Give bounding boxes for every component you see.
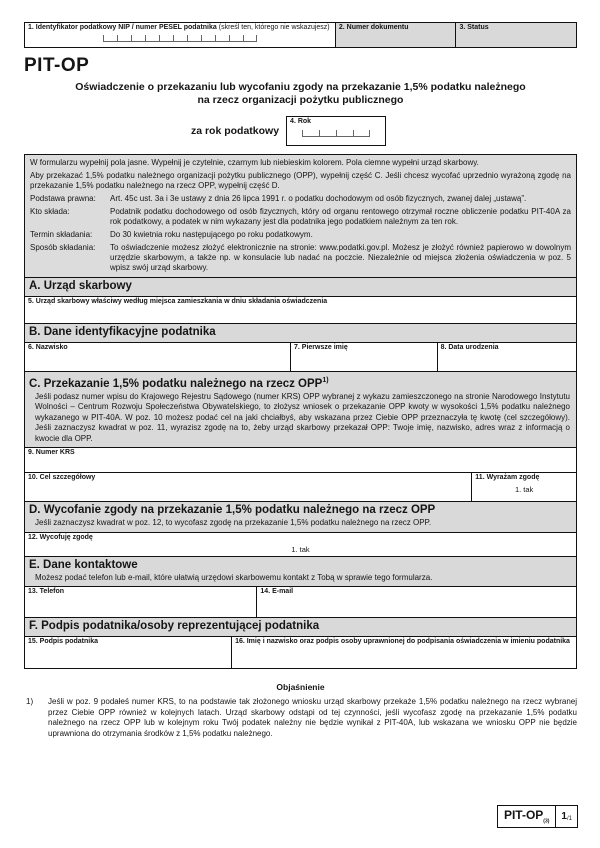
explanation-heading: Objaśnienie xyxy=(276,682,325,693)
field-email[interactable] xyxy=(256,587,576,617)
top-id-row xyxy=(24,22,577,48)
section-a-title: A. Urząd skarbowy xyxy=(29,280,132,292)
section-f-title: F. Podpis podatnika/osoby reprezentującej podatnika xyxy=(29,620,320,633)
footer-form-code: PIT-$OP_{(3)}$ xyxy=(498,806,556,827)
field-year-label: 4. Rok xyxy=(290,118,312,125)
section-e-subtext: Możesz podać telefon lub e-mail, które ułatwią urzędowi skarbowemu kontakt z Tobą w sprawie tego formularza. xyxy=(35,572,433,582)
nip-pesel-comb-input[interactable] xyxy=(28,35,332,42)
field-first-name-label: 7. Pierwsze imię xyxy=(294,344,348,351)
form-title-line1: Oświadczenie o przekazaniu lub wycofaniu zgody na przekazanie 1,5% podatku należnego xyxy=(75,81,526,93)
field-tax-office[interactable] xyxy=(25,297,576,324)
footer-page-indicator: 1 /1 xyxy=(561,810,572,823)
field-phone-label: 13. Telefon xyxy=(28,588,65,596)
field-krs-number-label: 9. Numer KRS xyxy=(28,449,75,457)
footer-form-variant: (3) xyxy=(543,818,550,825)
year-comb-input[interactable] xyxy=(290,130,382,137)
field-email-label: 14. E-mail xyxy=(260,588,294,596)
section-d-title: D. Wycofanie zgody na przekazanie 1,5% podatku należnego na rzecz OPP xyxy=(29,504,436,517)
field-nip-pesel[interactable] xyxy=(25,23,335,47)
field-representative-signature-label: 16. Imię i nazwisko oraz podpis osoby uprawnionej do podpisania oświadczenia w imieniu podatnika xyxy=(235,638,570,646)
info-row-who-files: Kto składa: Podatnik podatku dochodowego od osób fizycznych, który od organu rentowego otrzymał roczne obliczenie podatku PIT-40A za rok podatkowy, a podatek w nim wykazany jest dla podatnika jego podatkiem należnym za ten rok. xyxy=(30,207,571,226)
field-taxpayer-signature[interactable] xyxy=(25,637,231,668)
identity-fields-row xyxy=(25,343,576,372)
field-taxpayer-signature-label: 15. Podpis podatnika xyxy=(28,638,99,646)
section-d-subtext: Jeśli zaznaczysz kwadrat w poz. 12, to wycofasz zgodę na przekazanie 1,5% podatku należnego na rzecz OPP. xyxy=(35,518,432,528)
field-tax-office-label: 5. Urząd skarbowy właściwy według miejsca zamieszkania w dniu składania oświadczenia xyxy=(28,298,328,305)
section-f-header xyxy=(25,618,576,637)
footer-form-code-box xyxy=(497,805,578,828)
form-title xyxy=(24,81,577,107)
contact-fields-row xyxy=(25,587,576,618)
field-first-name[interactable] xyxy=(290,343,437,371)
field-birth-date[interactable] xyxy=(437,343,576,371)
field-surname[interactable] xyxy=(25,343,290,371)
field-status xyxy=(455,23,576,47)
info-row-deadline: Termin składania: Do 30 kwietnia roku następującego po roku podatkowym. xyxy=(30,230,313,239)
field-phone[interactable] xyxy=(25,587,256,617)
instructions-line2: Aby przekazać 1,5% podatku należnego organizacji pożytku publicznego (OPP), wypełnij część C. Jeśli chcesz wycofać uprzednio wyrażoną zgodę na przekazanie 1,5% podatku należnego na rzecz OPP, wypełnij część D. xyxy=(30,171,571,190)
footnote-ref: 1) xyxy=(322,377,329,384)
field-birth-date-label: 8. Data urodzenia xyxy=(440,344,499,351)
field-withdraw-consent xyxy=(25,533,576,557)
info-row-legal-basis: Podstawa prawna: Art. 45c ust. 3a i 3e ustawy z dnia 26 lipca 1991 r. o podatku dochodowym od osób fizycznych, zwanej dalej „ustawą”. xyxy=(30,194,527,203)
tax-year-label: za rok podatkowy xyxy=(190,125,280,137)
section-a-header xyxy=(25,278,576,297)
field-consent xyxy=(471,473,576,501)
withdraw-yes-checkbox[interactable]: 1. tak xyxy=(291,544,310,554)
field-representative-signature[interactable] xyxy=(231,637,576,668)
field-consent-label: 11. Wyrażam zgodę xyxy=(475,474,540,482)
instructions-box xyxy=(25,155,576,278)
field-specific-purpose-label: 10. Cel szczegółowy xyxy=(28,474,96,482)
field-surname-label: 6. Nazwisko xyxy=(28,344,68,351)
form-code: PIT-OP xyxy=(24,55,90,76)
info-row-how-to-file: Sposób składania: To oświadczenie możesz złożyć elektronicznie na stronie: www.podatki.gov.pl. Możesz je złożyć również papierowo w dowolnym urzędzie skarbowym, a także np. w konsulacie lub nadać na poczcie. Niezależnie od miejsca złożenia oświadczenia w poz. 5 wpisz swój urząd skarbowy. xyxy=(30,243,571,272)
form-body xyxy=(24,154,577,669)
section-e-title: E. Dane kontaktowe xyxy=(29,558,138,571)
field-krs-number[interactable] xyxy=(25,448,576,473)
field-nip-pesel-label: 1. Identyfikator podatkowy NIP / numer PESEL podatnika (skreśl ten, którego nie wskazujesz) xyxy=(28,24,330,31)
section-c-intro: Jeśli podasz numer wpisu do Krajowego Rejestru Sądowego (numer KRS) OPP wybranej z wykazu zamieszczonego na stronie Narodowego Instytutu Wolności – Centrum Rozwoju Społeczeństwa Obywatelskiego, to złożysz wniosek o przekazanie OPP kwoty w wysokości 1,5% podatku należnego wykazanego w PIT-40A. W poz. 10 możesz podać cel na jaki chciałbyś, aby wskazana przez Ciebie OPP przeznaczyła tę kwotę (cel szczegółowy). Jeśli zaznaczysz kwadrat w poz. 11, wyrazisz zgodę na to, żeby urząd skarbowy przekazał OPP: Twoje imię, nazwisko, adres wraz z informacją o kwocie dla OPP. xyxy=(35,391,570,443)
footnote-1-text: Jeśli w poz. 9 podałeś numer KRS, to na podstawie tak złożonego wniosku urząd skarbowy przekaże 1,5% podatku należnego na rzecz wybranej przez Ciebie OPP również w kolejnych latach. Urząd skarbowy odstąpi od tej czynności, jeśli wycofasz zgodę na przekazanie 1,5% podatku należnego na rzecz OPP lub w kolejnym roku Twój podatek należny nie będzie wynikał z PIT-40A, lub wskazana we wniosku OPP nie będzie uprawniona do otrzymania środków z 1,5% podatku należnego. xyxy=(48,697,577,738)
field-specific-purpose[interactable] xyxy=(25,473,471,501)
section-e-header xyxy=(25,557,576,588)
form-title-line2: na rzecz organizacji pożytku publicznego xyxy=(197,94,404,106)
footnote-1 xyxy=(24,697,577,739)
field-withdraw-consent-label: 12. Wycofuję zgodę xyxy=(28,533,93,541)
instructions-line1: W formularzu wypełnij pola jasne. Wypełnij je czytelnie, czarnym lub niebieskim kolorem. Pola ciemne wypełni urząd skarbowy. xyxy=(30,158,479,167)
signature-fields-row xyxy=(25,637,576,668)
section-b-header xyxy=(25,324,576,343)
field-document-number xyxy=(335,23,456,47)
section-b-title: B. Dane identyfikacyjne podatnika xyxy=(29,326,216,338)
purpose-consent-row xyxy=(25,473,576,502)
section-d-header xyxy=(25,502,576,533)
consent-yes-checkbox[interactable]: 1. tak xyxy=(514,485,534,495)
section-c-title: C. Przekazanie 1,5% podatku należnego na rzecz OPP$^{1)}$ xyxy=(29,377,329,390)
field-status-label: 3. Status xyxy=(459,24,489,31)
section-c-header xyxy=(25,372,576,448)
footnote-1-number: 1) xyxy=(26,697,34,707)
tax-year-row xyxy=(12,116,565,146)
field-document-number-label: 2. Numer dokumentu xyxy=(338,24,409,31)
field-year[interactable] xyxy=(286,116,386,146)
